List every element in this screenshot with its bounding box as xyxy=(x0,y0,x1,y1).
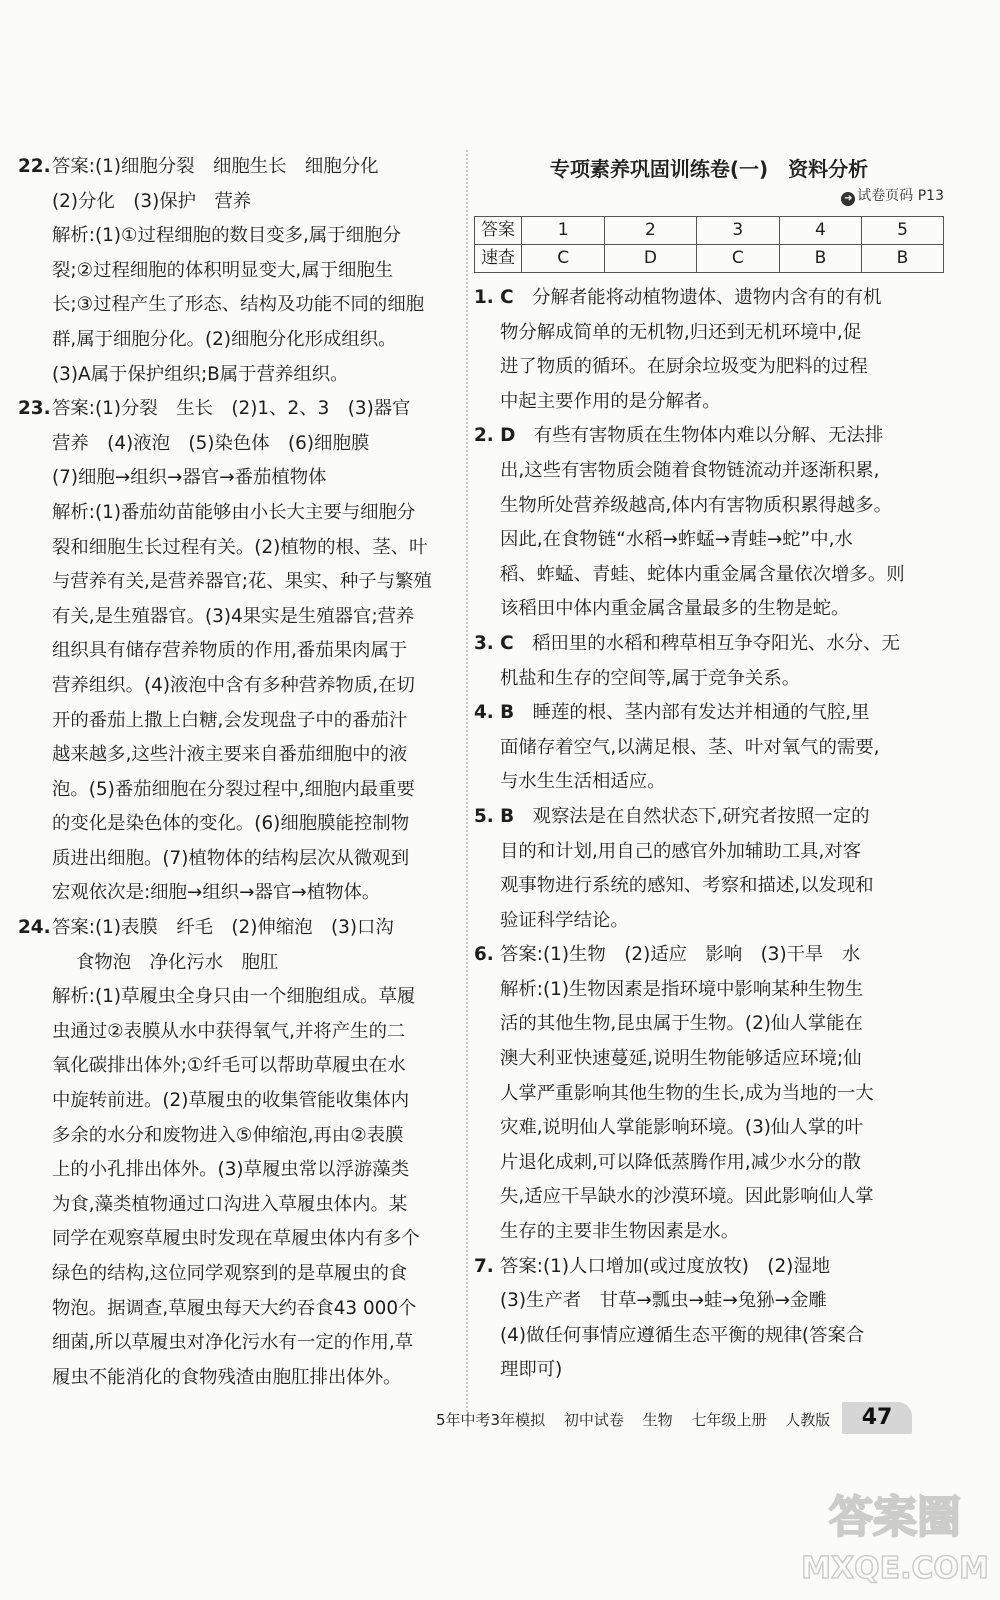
text-line: 上的小孔排出体外。(3)草履虫常以浮游藻类 xyxy=(52,1159,410,1181)
question-number: 7. xyxy=(474,1255,494,1277)
table-cell: B xyxy=(861,245,943,273)
text-span: 观察法是在自然状态下,研究者按照一定的 xyxy=(532,805,870,827)
text-line: 进了物质的循环。在厨余垃圾变为肥料的过程 xyxy=(500,356,868,378)
text-line: 营养组织。(4)液泡中含有多种营养物质,在切 xyxy=(52,674,415,696)
text-line: 食物泡 净化污水 胞肛 xyxy=(76,951,279,973)
text-line: 中旋转前进。(2)草履虫的收集管能收集体内 xyxy=(52,1090,410,1112)
text-line: 理即可) xyxy=(500,1359,563,1381)
table-cell: D xyxy=(605,245,696,273)
footer-subject: 生物 xyxy=(642,1411,673,1429)
text-line: 开的番茄上撒上白糖,会发现盘子中的番茄汁 xyxy=(52,709,408,731)
text-line: 答案:(1)人口增加(或过度放牧) (2)湿地 xyxy=(500,1255,831,1277)
question-24 xyxy=(18,911,464,1395)
table-header: 速查 xyxy=(475,245,522,273)
footer-edition: 人教版 xyxy=(785,1411,831,1429)
text-line: 营养 (4)液泡 (5)染色体 (6)细胞膜 xyxy=(52,432,370,454)
left-column xyxy=(18,150,464,1395)
page-number: 47 xyxy=(842,1402,912,1434)
text-line: 失,适应干旱缺水的沙漠环境。因此影响仙人掌 xyxy=(500,1186,874,1208)
text-line: 泡。(5)番茄细胞在分裂过程中,细胞内最重要 xyxy=(52,778,415,800)
text-line: 氧化碳排出体外;①纤毛可以帮助草履虫在水 xyxy=(52,1055,406,1077)
page-reference-text: 试卷页码 P13 xyxy=(857,188,944,204)
text-line: 为食,藻类植物通过口沟进入草履虫体内。某 xyxy=(52,1193,408,1215)
question-number: 24. xyxy=(18,917,51,939)
text-line: 绿色的结构,这位同学观察到的是草履虫的食 xyxy=(52,1263,408,1284)
text-span: 睡莲的根、茎内部有发达并相通的气腔,里 xyxy=(532,702,870,724)
footer-grade: 七年级上册 xyxy=(691,1411,767,1429)
text-line: 人掌严重影响其他生物的生长,成为当地的一大 xyxy=(500,1082,874,1104)
question-7 xyxy=(474,1250,944,1388)
table-cell: C xyxy=(522,245,605,273)
arrow-right-icon: ➜ xyxy=(841,192,855,206)
text-line xyxy=(474,281,944,316)
text-line: 答案:(1)生物 (2)适应 影响 (3)干旱 水 xyxy=(500,944,861,966)
text-line: 稻、蚱蜢、青蛙、蛇体内重金属含量依次增多。则 xyxy=(500,563,905,585)
text-line: (4)做任何事情应遵循生态平衡的规律(答案合 xyxy=(500,1324,865,1346)
table-header: 答案 xyxy=(475,217,522,245)
table-cell: 5 xyxy=(861,217,943,245)
text-line: 履虫不能消化的食物残渣由胞肛排出体外。 xyxy=(52,1366,402,1388)
table-cell: 2 xyxy=(605,217,696,245)
question-number: 5. B xyxy=(474,805,515,827)
table-row xyxy=(475,217,944,245)
text-line: 生存的主要非生物因素是水。 xyxy=(500,1221,740,1243)
text-line: 中起主要作用的是分解者。 xyxy=(500,390,721,412)
text-line: 解析:(1)番茄幼苗能够由小长大主要与细胞分 xyxy=(52,501,416,523)
text-line: 虫通过②表膜从水中获得氧气,并将产生的二 xyxy=(52,1020,406,1042)
text-line: 物分解成简单的无机物,归还到无机环境中,促 xyxy=(500,321,862,343)
text-line: 答案:(1)表膜 纤毛 (2)伸缩泡 (3)口沟 xyxy=(52,917,394,939)
table-cell: 1 xyxy=(522,217,605,245)
answer-table xyxy=(474,216,944,273)
text-line: 多余的水分和废物进入⑤伸缩泡,再由②表膜 xyxy=(52,1124,404,1146)
table-cell: C xyxy=(696,245,779,273)
text-line: 澳大利亚快速蔓延,说明生物能够适应环境;仙 xyxy=(500,1048,862,1070)
text-line: 因此,在食物链“水稻→蚱蜢→青蛙→蛇”中,水 xyxy=(500,529,853,551)
text-line: 宏观依次是:细胞→组织→器官→植物体。 xyxy=(52,882,381,904)
table-row xyxy=(475,245,944,273)
question-number: 2. D xyxy=(474,425,516,447)
text-line: 解析:(1)草履虫全身只由一个细胞组成。草履 xyxy=(52,986,416,1008)
question-number: 22. xyxy=(18,156,51,177)
text-line: 物泡。据调查,草履虫每天大约吞食43 000个 xyxy=(52,1297,417,1319)
text-line: 细菌,所以草履虫对净化污水有一定的作用,草 xyxy=(52,1332,414,1354)
page-reference xyxy=(474,186,944,206)
text-line: 越来越多,这些汁液主要来自番茄细胞中的液 xyxy=(52,744,408,766)
text-line: 解析:(1)①过程细胞的数目变多,属于细胞分 xyxy=(52,225,401,247)
text-line xyxy=(474,419,944,454)
text-line: 答案:(1)细胞分裂 细胞生长 细胞分化 xyxy=(52,156,379,177)
question-5 xyxy=(474,800,944,938)
text-line: 该稻田中体内重金属含量最多的生物是蛇。 xyxy=(500,598,850,620)
text-span: 分解者能将动植物遗体、遗物内含有的有机 xyxy=(532,287,882,308)
text-line: (7)细胞→组织→器官→番茄植物体 xyxy=(52,467,327,489)
text-line: 验证科学结论。 xyxy=(500,909,629,931)
text-line: (2)分化 (3)保护 营养 xyxy=(52,190,252,212)
section-title: 专项素养巩固训练卷(一) 资料分析 xyxy=(549,157,869,181)
text-line: 有关,是生殖器官。(3)4果实是生殖器官;营养 xyxy=(52,605,415,627)
table-cell: B xyxy=(779,245,861,273)
text-line: 质进出细胞。(7)植物体的结构层次从微观到 xyxy=(52,847,410,869)
text-span: 有些有害物质在生物体内难以分解、无法排 xyxy=(533,425,884,447)
question-number: 4. B xyxy=(474,702,515,724)
text-line: 灾难,说明仙人掌能影响环境。(3)仙人掌的叶 xyxy=(500,1117,863,1139)
text-line: (3)A属于保护组织;B属于营养组织。 xyxy=(52,363,349,385)
text-line: 解析:(1)生物因素是指环境中影响某种生物生 xyxy=(500,978,864,1000)
text-line: 面储存着空气,以满足根、茎、叶对氧气的需要, xyxy=(500,736,880,758)
text-line: 裂;②过程细胞的体积明显变大,属于细胞生 xyxy=(52,259,394,281)
question-number: 1. C xyxy=(474,287,514,308)
question-1 xyxy=(474,281,944,419)
text-line: 目的和计划,用自己的感官外加辅助工具,对客 xyxy=(500,840,862,862)
text-line: 组织具有储存营养物质的作用,番茄果肉属于 xyxy=(52,640,408,662)
watermark-text-top: 答案圈 xyxy=(829,1492,961,1543)
watermark-logo xyxy=(800,1470,990,1590)
footer-type: 初中试卷 xyxy=(563,1411,624,1429)
text-line: 与水生生活相适应。 xyxy=(500,771,666,793)
text-line: 片退化成刺,可以降低蒸腾作用,减少水分的散 xyxy=(500,1151,862,1173)
page-footer xyxy=(436,1405,844,1435)
table-cell: 4 xyxy=(779,217,861,245)
text-line: 群,属于细胞分化。(2)细胞分化形成组织。 xyxy=(52,328,397,350)
question-2 xyxy=(474,419,944,627)
question-3 xyxy=(474,627,944,696)
question-6 xyxy=(474,938,944,1249)
watermark-text-bottom: MXQE.COM xyxy=(801,1551,989,1586)
question-23 xyxy=(18,392,464,911)
text-line: 的变化是染色体的变化。(6)细胞膜能控制物 xyxy=(52,813,410,835)
footer-series: 5年中考3年模拟 xyxy=(436,1411,546,1429)
text-line: (3)生产者 甘草→瓢虫→蛙→兔狲→金雕 xyxy=(500,1290,827,1312)
text-line: 观事物进行系统的感知、考察和描述,以发现和 xyxy=(500,875,874,897)
text-line: 生物所处营养级越高,体内有害物质积累得越多。 xyxy=(500,494,893,516)
column-divider xyxy=(466,150,468,1420)
text-line: 与营养有关,是营养器官;花、果实、种子与繁殖 xyxy=(52,571,432,593)
question-22 xyxy=(18,150,464,392)
text-span: 稻田里的水稻和稗草相互争夺阳光、水分、无 xyxy=(532,632,900,654)
text-line: 同学在观察草履虫时发现在草履虫体内有多个 xyxy=(52,1228,420,1250)
question-number: 23. xyxy=(18,398,51,420)
table-cell: 3 xyxy=(696,217,779,245)
text-line xyxy=(474,696,944,731)
text-line xyxy=(474,627,944,662)
text-line: 长;③过程产生了形态、结构及功能不同的细胞 xyxy=(52,294,425,316)
text-line: 裂和细胞生长过程有关。(2)植物的根、茎、叶 xyxy=(52,536,428,558)
right-column xyxy=(474,150,944,1388)
question-number: 3. C xyxy=(474,632,514,654)
text-line: 答案:(1)分裂 生长 (2)1、2、3 (3)器官 xyxy=(52,398,411,420)
text-line: 活的其他生物,昆虫属于生物。(2)仙人掌能在 xyxy=(500,1013,863,1035)
text-line: 机盐和生存的空间等,属于竞争关系。 xyxy=(500,667,801,689)
question-4 xyxy=(474,696,944,800)
question-number: 6. xyxy=(474,944,494,966)
text-line: 出,这些有害物质会随着食物链流动并逐渐积累, xyxy=(500,459,880,481)
text-line xyxy=(474,800,944,835)
